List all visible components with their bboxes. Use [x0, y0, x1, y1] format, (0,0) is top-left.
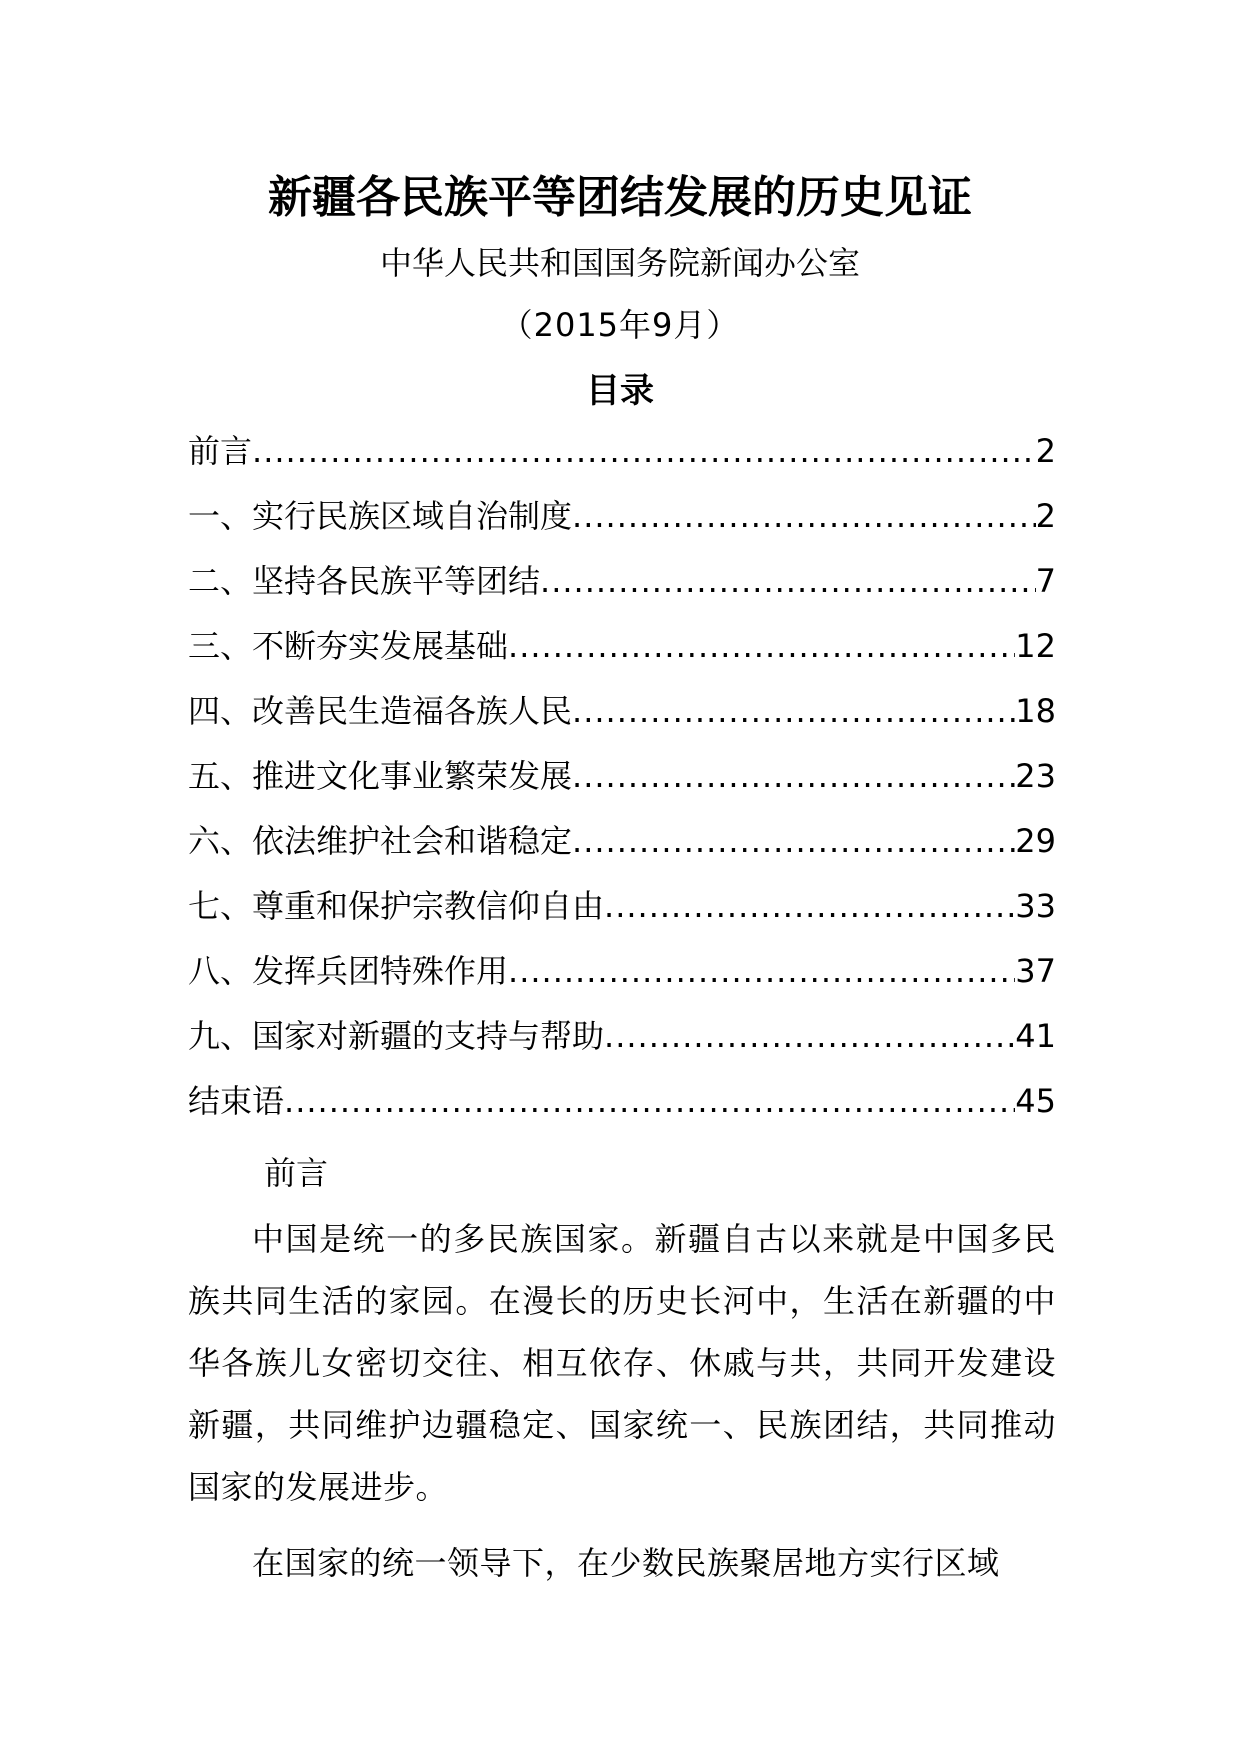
document-date: （2015年9月） — [500, 306, 740, 344]
toc-entry-label: 一、实行民族区域自治制度 — [188, 497, 573, 535]
toc-dot-leader — [284, 1078, 1015, 1124]
table-of-contents — [188, 428, 1056, 1143]
toc-dot-leader — [604, 1013, 1015, 1059]
toc-dot-leader — [572, 493, 1036, 539]
toc-entry[interactable] — [188, 1078, 1056, 1143]
toc-heading: 目录 — [586, 371, 654, 411]
toc-entry[interactable] — [188, 623, 1056, 688]
toc-entry[interactable] — [188, 1013, 1056, 1078]
toc-entry-page: 2 — [1035, 497, 1056, 535]
toc-entry-label: 七、尊重和保护宗教信仰自由 — [188, 887, 605, 925]
toc-dot-leader — [252, 428, 1036, 474]
toc-entry-label: 结束语 — [188, 1082, 285, 1120]
toc-entry-label: 四、改善民生造福各族人民 — [188, 692, 573, 730]
toc-entry-label: 六、依法维护社会和谐稳定 — [188, 822, 573, 860]
toc-entry[interactable] — [188, 753, 1056, 818]
toc-dot-leader — [604, 883, 1015, 929]
toc-entry[interactable] — [188, 558, 1056, 623]
toc-entry[interactable] — [188, 428, 1056, 493]
toc-entry-page: 18 — [1015, 692, 1056, 730]
toc-entry[interactable] — [188, 883, 1056, 948]
toc-dot-leader — [508, 623, 1015, 669]
toc-entry[interactable] — [188, 493, 1056, 558]
toc-entry-label: 八、发挥兵团特殊作用 — [188, 952, 509, 990]
body-paragraph: 中国是统一的多民族国家。新疆自古以来就是中国多民族共同生活的家园。在漫长的历史长河中，生活在新疆的中华各族儿女密切交往、相互依存、休戚与共，共同开发建设新疆，共同维护边疆稳定、国家统一、民族团结，共同推动国家的发展进步。 — [188, 1220, 1056, 1506]
toc-entry[interactable] — [188, 948, 1056, 1013]
toc-entry-page: 33 — [1015, 887, 1056, 925]
toc-entry-page: 29 — [1015, 822, 1056, 860]
toc-entry-label: 五、推进文化事业繁荣发展 — [188, 757, 573, 795]
section-heading: 前言 — [264, 1154, 329, 1192]
toc-entry-page: 12 — [1015, 627, 1056, 665]
toc-entry-page: 41 — [1015, 1017, 1056, 1055]
toc-dot-leader — [540, 558, 1036, 604]
toc-entry-label: 前言 — [188, 432, 253, 470]
toc-entry-page: 7 — [1035, 562, 1056, 600]
toc-entry[interactable] — [188, 818, 1056, 883]
toc-dot-leader — [572, 688, 1015, 734]
toc-dot-leader — [572, 753, 1015, 799]
toc-entry-page: 45 — [1015, 1082, 1056, 1120]
document-title: 新疆各民族平等团结发展的历史见证 — [268, 172, 972, 223]
document-issuer: 中华人民共和国国务院新闻办公室 — [379, 244, 860, 282]
toc-entry-label: 二、坚持各民族平等团结 — [188, 562, 541, 600]
toc-dot-leader — [572, 818, 1015, 864]
toc-entry-page: 37 — [1015, 952, 1056, 990]
toc-entry[interactable] — [188, 688, 1056, 753]
toc-entry-page: 23 — [1015, 757, 1056, 795]
toc-dot-leader — [508, 948, 1015, 994]
body-paragraph: 在国家的统一领导下，在少数民族聚居地方实行区域 — [252, 1544, 1000, 1582]
toc-entry-page: 2 — [1035, 432, 1056, 470]
toc-entry-label: 三、不断夯实发展基础 — [188, 627, 509, 665]
toc-entry-label: 九、国家对新疆的支持与帮助 — [188, 1017, 605, 1055]
